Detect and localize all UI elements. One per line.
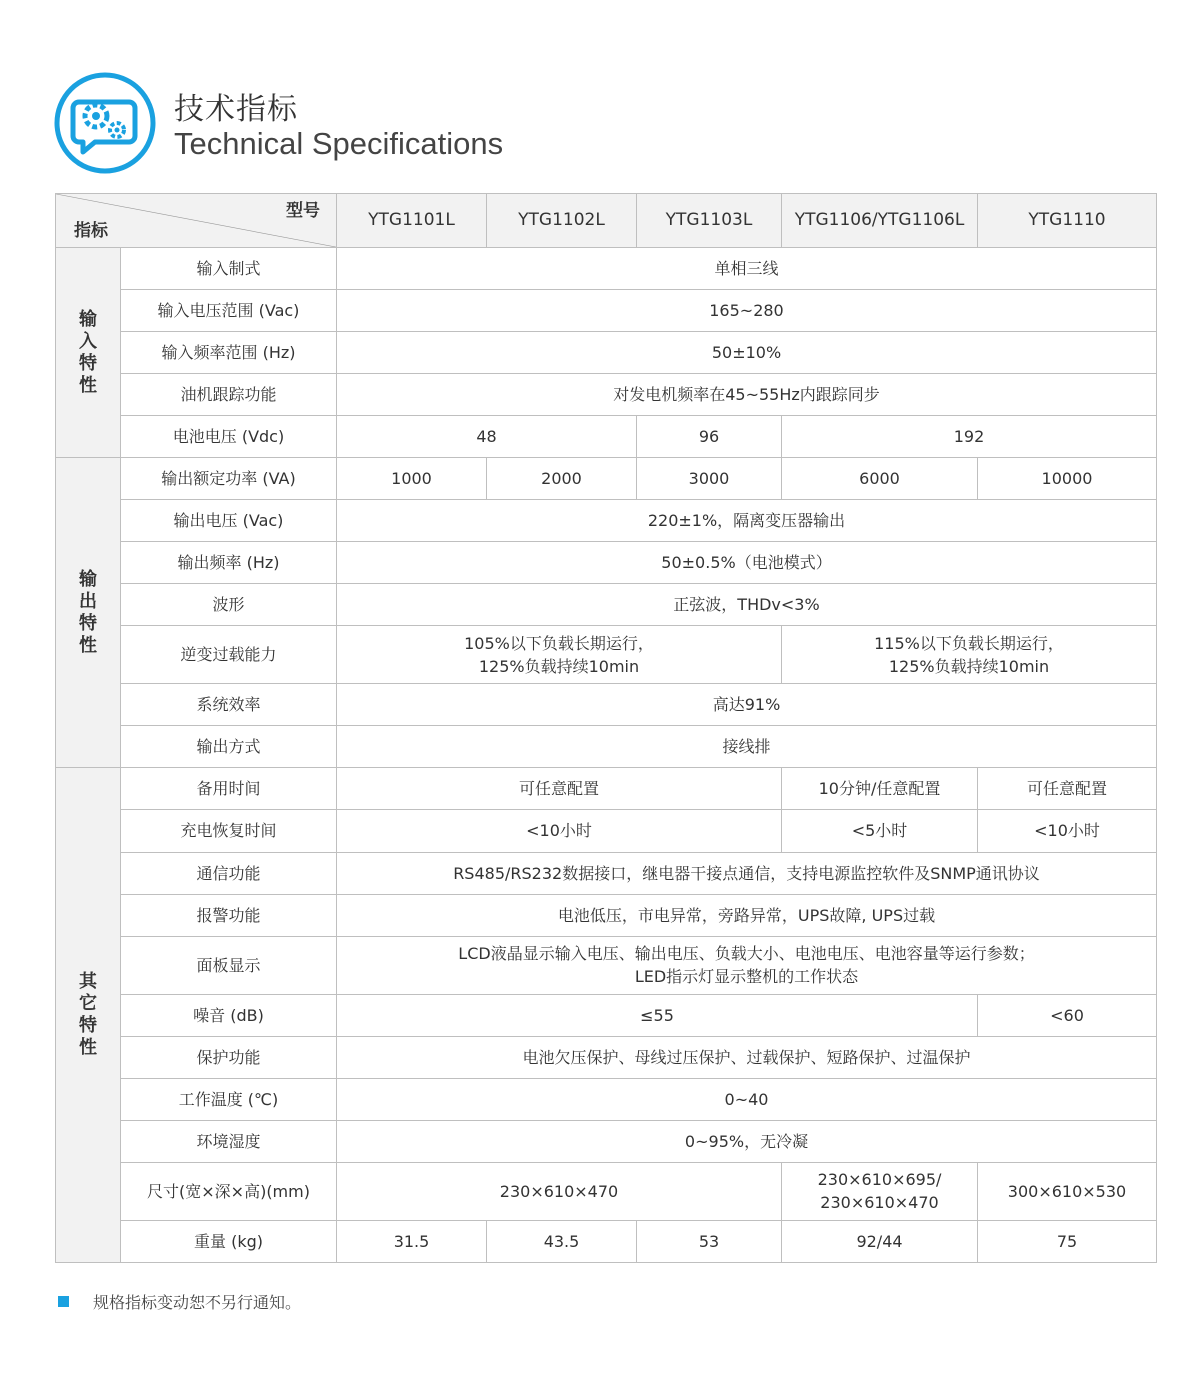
row-label: 电池电压 (Vdc)	[121, 416, 337, 458]
table-row	[56, 332, 1157, 374]
cell-value: 165~280	[337, 290, 1157, 332]
square-bullet-icon	[58, 1296, 69, 1307]
cell-value	[782, 626, 1157, 684]
table-row	[56, 894, 1157, 936]
model-header: YTG1110	[978, 194, 1157, 248]
cell-line: LED指示灯显示整机的工作状态	[634, 967, 859, 987]
table-row	[56, 1036, 1157, 1078]
cell-value	[337, 626, 782, 684]
table-row	[56, 500, 1157, 542]
cell-value: 可任意配置	[978, 768, 1157, 810]
row-label: 通信功能	[121, 852, 337, 894]
cell-line: 230×610×470	[820, 1193, 939, 1213]
cell-value: <10小时	[978, 810, 1157, 852]
category-other: 其它特性	[56, 768, 121, 1263]
cell-line: 115%以下负载长期运行，	[874, 633, 1064, 653]
model-header: YTG1106/YTG1106L	[782, 194, 978, 248]
cell-value	[337, 936, 1157, 994]
cell-value: 92/44	[782, 1220, 978, 1262]
cell-value: 0~95%，无冷凝	[337, 1120, 1157, 1162]
spec-table	[55, 193, 1157, 1263]
cell-value: RS485/RS232数据接口，继电器干接点通信，支持电源监控软件及SNMP通讯协议	[337, 852, 1157, 894]
cell-line: LCD液晶显示输入电压、输出电压、负载大小、电池电压、电池容量等运行参数；	[458, 944, 1035, 964]
row-label: 环境湿度	[121, 1120, 337, 1162]
corner-model-label: 型号	[286, 201, 320, 221]
settings-chat-icon	[54, 72, 156, 174]
cell-value: 10000	[978, 458, 1157, 500]
cell-value: 0~40	[337, 1078, 1157, 1120]
row-label: 重量 (kg)	[121, 1220, 337, 1262]
row-label: 输出方式	[121, 726, 337, 768]
page-title-cn: 技术指标	[174, 92, 298, 127]
row-label: 波形	[121, 584, 337, 626]
table-header-row	[56, 194, 1157, 248]
cell-value: 96	[637, 416, 782, 458]
table-row	[56, 542, 1157, 584]
row-label: 输出电压 (Vac)	[121, 500, 337, 542]
cell-value: 300×610×530	[978, 1162, 1157, 1220]
table-row	[56, 1078, 1157, 1120]
model-header: YTG1101L	[337, 194, 487, 248]
cell-value: 6000	[782, 458, 978, 500]
cell-value: 50±0.5%（电池模式）	[337, 542, 1157, 584]
row-label: 保护功能	[121, 1036, 337, 1078]
corner-cell	[56, 194, 337, 248]
cell-value: 48	[337, 416, 637, 458]
cell-value: 可任意配置	[337, 768, 782, 810]
row-label: 输出额定功率 (VA)	[121, 458, 337, 500]
table-row	[56, 936, 1157, 994]
row-label: 尺寸(宽×深×高)(mm)	[121, 1162, 337, 1220]
cell-value: 电池欠压保护、母线过压保护、过载保护、短路保护、过温保护	[337, 1036, 1157, 1078]
table-row	[56, 768, 1157, 810]
row-label: 噪音 (dB)	[121, 994, 337, 1036]
cell-value	[782, 1162, 978, 1220]
footer-note-text: 规格指标变动恕不另行通知。	[93, 1293, 302, 1312]
table-row	[56, 290, 1157, 332]
row-label: 输入频率范围 (Hz)	[121, 332, 337, 374]
cell-value: ≤55	[337, 994, 978, 1036]
row-label: 报警功能	[121, 894, 337, 936]
model-header: YTG1103L	[637, 194, 782, 248]
table-row	[56, 994, 1157, 1036]
cell-value: 3000	[637, 458, 782, 500]
footer-note	[58, 1290, 301, 1313]
cell-value: 192	[782, 416, 1157, 458]
cell-line: 105%以下负载长期运行，	[464, 633, 654, 653]
cell-value: 50±10%	[337, 332, 1157, 374]
table-row	[56, 416, 1157, 458]
row-label: 油机跟踪功能	[121, 374, 337, 416]
cell-value: 220±1%，隔离变压器输出	[337, 500, 1157, 542]
category-input: 输入特性	[56, 248, 121, 458]
model-header: YTG1102L	[487, 194, 637, 248]
row-label: 工作温度 (℃)	[121, 1078, 337, 1120]
table-row	[56, 626, 1157, 684]
table-row	[56, 584, 1157, 626]
row-label: 面板显示	[121, 936, 337, 994]
cell-value: 31.5	[337, 1220, 487, 1262]
cell-value: <10小时	[337, 810, 782, 852]
cell-value: 正弦波，THDv<3%	[337, 584, 1157, 626]
table-row	[56, 1120, 1157, 1162]
row-label: 输入电压范围 (Vac)	[121, 290, 337, 332]
cell-value: 1000	[337, 458, 487, 500]
cell-value: 43.5	[487, 1220, 637, 1262]
row-label: 备用时间	[121, 768, 337, 810]
cell-value: 75	[978, 1220, 1157, 1262]
table-row	[56, 374, 1157, 416]
cell-value: <60	[978, 994, 1157, 1036]
row-label: 输出频率 (Hz)	[121, 542, 337, 584]
row-label: 系统效率	[121, 684, 337, 726]
cell-value: 10分钟/任意配置	[782, 768, 978, 810]
cell-value: 2000	[487, 458, 637, 500]
table-row	[56, 684, 1157, 726]
cell-line: 230×610×695/	[817, 1170, 942, 1190]
cell-line: 125%负载持续10min	[888, 656, 1050, 676]
table-row	[56, 458, 1157, 500]
cell-value: 230×610×470	[337, 1162, 782, 1220]
row-label: 充电恢复时间	[121, 810, 337, 852]
table-row	[56, 726, 1157, 768]
corner-spec-label: 指标	[74, 221, 108, 242]
cell-value: 53	[637, 1220, 782, 1262]
cell-value: 电池低压，市电异常，旁路异常，UPS故障, UPS过载	[337, 894, 1157, 936]
row-label: 输入制式	[121, 248, 337, 290]
row-label: 逆变过载能力	[121, 626, 337, 684]
cell-value: 高达91%	[337, 684, 1157, 726]
cell-value: <5小时	[782, 810, 978, 852]
table-row	[56, 810, 1157, 852]
page-title-en: Technical Specifications	[174, 126, 504, 161]
table-row	[56, 852, 1157, 894]
cell-value: 对发电机频率在45~55Hz内跟踪同步	[337, 374, 1157, 416]
table-row	[56, 1162, 1157, 1220]
cell-value: 接线排	[337, 726, 1157, 768]
table-row	[56, 1220, 1157, 1262]
cell-value: 单相三线	[337, 248, 1157, 290]
cell-line: 125%负载持续10min	[478, 656, 640, 676]
table-row	[56, 248, 1157, 290]
category-output: 输出特性	[56, 458, 121, 768]
